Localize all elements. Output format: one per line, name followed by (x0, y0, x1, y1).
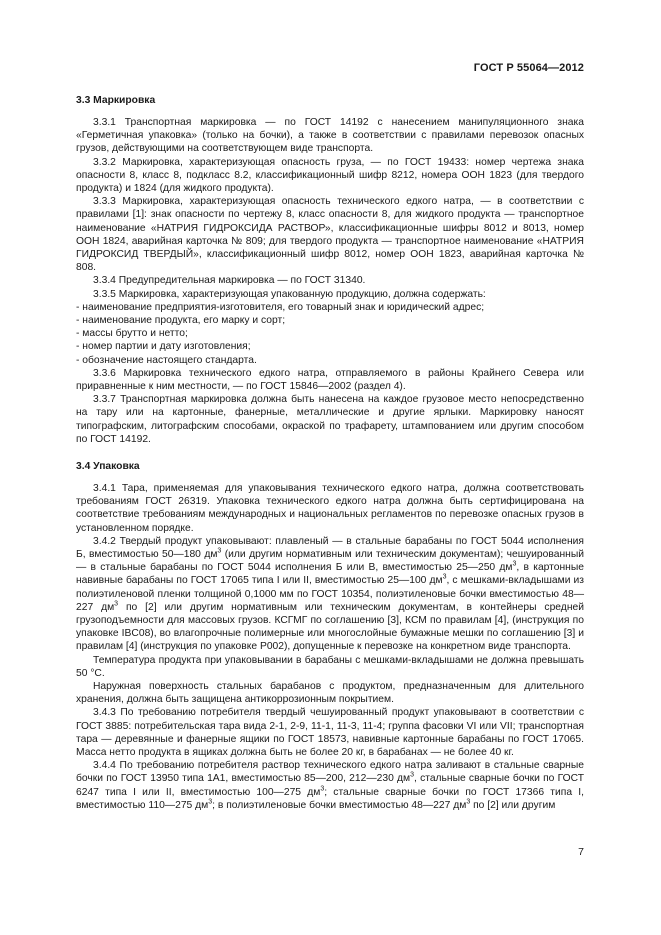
list-item: - массы брутто и нетто; (76, 328, 188, 340)
section-marking (76, 94, 584, 446)
paragraph-temperature: Температура продукта при упаковывании в барабаны с мешками-вкладышами не должна превышать 50 °С. (76, 654, 584, 679)
list-item: - номер партии и дату изготовления; (76, 341, 251, 353)
paragraph-3-3-7: 3.3.7 Транспортная маркировка должна быть нанесена на каждое грузовое место непосредственно на тару или на картонные, фанерные, металлические и другие ярлыки. Маркировку наносят типографским, литографским способами, окраской по трафарету, штампованием или другим способом по ГОСТ 14192. (76, 394, 584, 445)
document-page (76, 0, 584, 935)
paragraph-3-3-4: 3.3.4 Предупредительная маркировка — по ГОСТ 31340. (93, 275, 366, 287)
section-title-packaging: 3.4 Упаковка (76, 461, 140, 472)
paragraph-3-3-1: 3.3.1 Транспортная маркировка — по ГОСТ 14192 с нанесением манипуляционного знака «Герметичная упаковка» (только на бочки), а также в соответствии с правилами перевозок опасных грузов, действующими на соответствующем виде транспорта. (76, 117, 584, 155)
list-item: - наименование продукта, его марку и сорт; (76, 315, 286, 327)
document-code-header: ГОСТ Р 55064—2012 (473, 62, 584, 74)
paragraph-3-4-3: 3.4.3 По требованию потребителя твердый чешуированный продукт упаковывают в соответствии с ГОСТ 3885: потребительская тара вида 2-1, 2-9, 11-1, 11-3, 11-4; группа фасовки VI или VII; транспортная тара — деревянные и фанерные ящики по ГОСТ 18573, навивные картонные барабаны по ГОСТ 17065. Масса нетто продукта в ящиках должна быть не более 20 кг, в барабанах — не более 40 кг. (76, 707, 584, 759)
paragraph-3-4-1: 3.4.1 Тара, применяемая для упаковывания технического едкого натра, должна соответствовать требованиям ГОСТ 26319. Упаковка технического едкого натра должна быть сертифицирована на соответствие требованиям международных и национальных регламентов по перевозке опасных грузов в установленном порядке. (76, 483, 584, 534)
page-number: 7 (578, 846, 584, 858)
paragraph-3-4-2: 3.4.2 Твердый продукт упаковывают: плавленый — в стальные барабаны по ГОСТ 5044 исполнения Б, вместимостью 50—180 $дм^3$ (или другим нормативным или техническим документам); чешуированный — в стальные барабаны по ГОСТ 5044 исполнения Б или В, вместимостью 25—250 $дм^3$, в картонные навивные барабаны по ГОСТ 17065 типа I или II, вместимостью 25—100 $дм^3$, с мешками-вкладышами из полиэтиленовой пленки толщиной 0,1000 мм по ГОСТ 10354, полиэтиленовые бочки вместимостью 48—227 $дм^3$ по [2] или другим нормативным или техническим документам, в контейнеры средней грузоподъемности для массовых грузов. КСГМГ по соглашению [3], КСМ по правилам [4], (инструкция по упаковке IBC08), во влагопрочные полимерные или многослойные бумажные мешки по соглашению [3] и правилам [4] (инструкция по упаковке P002), допущенные к перевозке на конкретном виде транспорта. (76, 535, 585, 653)
list-item: - обозначение настоящего стандарта. (76, 354, 257, 366)
paragraph-corrosion: Наружная поверхность стальных барабанов с продуктом, предназначенным для длительного хранения, должна быть защищена антикоррозионным покрытием. (76, 681, 584, 706)
list-item: - наименование предприятия-изготовителя, его товарный знак и юридический адрес; (76, 301, 485, 313)
paragraph-3-3-6: 3.3.6 Маркировка технического едкого натра, отправляемого в районы Крайнего Севера или приравненные к ним местности, — по ГОСТ 15846—2002 (раздел 4). (76, 367, 584, 393)
paragraph-3-3-3: 3.3.3 Маркировка, характеризующая опасность технического едкого натра, — в соответствии с правилами [1]: знак опасности по чертежу 8, класс опасности 8, для жидкого продукта — транспортное наименование «НАТРИЯ ГИДРОКСИДА РАСТВОР», классификационные шифры 8012 и 8013, номер ООН 1824, аварийная карточка № 809; для твердого продукта — транспортное наименование «НАТРИЯ ГИДРОКСИД ТВЕРДЫЙ», классификационный шифр 8012, номер ООН 1823, аварийная карточка № 808. (76, 196, 584, 274)
section-packaging (76, 460, 584, 812)
paragraph-3-4-4: 3.4.4 По требованию потребителя раствор технического едкого натра заливают в стальные сварные бочки по ГОСТ 13950 типа 1А1, вместимостью 85—200, 212—230 $дм^3$, стальные сварные бочки по ГОСТ 6247 типа I или II, вместимостью 100—275 $дм^3$; стальные сварные бочки по ГОСТ 17366 типа I, вместимостью 110—275 $дм^3$; в полиэтиленовые бочки вместимостью 48—227 $дм^3$ по [2] или другим (76, 760, 584, 811)
paragraph-3-3-2: 3.3.2 Маркировка, характеризующая опасность груза, — по ГОСТ 19433: номер чертежа знака опасности 8, класс 8, подкласс 8.2, классификационный шифр 8212, номера ООН 1823 (для твердого продукта) и 1824 (для жидкого продукта). (76, 156, 584, 195)
paragraph-3-3-5: 3.3.5 Маркировка, характеризующая упакованную продукцию, должна содержать: (93, 288, 486, 300)
section-title-marking: 3.3 Маркировка (76, 95, 156, 106)
